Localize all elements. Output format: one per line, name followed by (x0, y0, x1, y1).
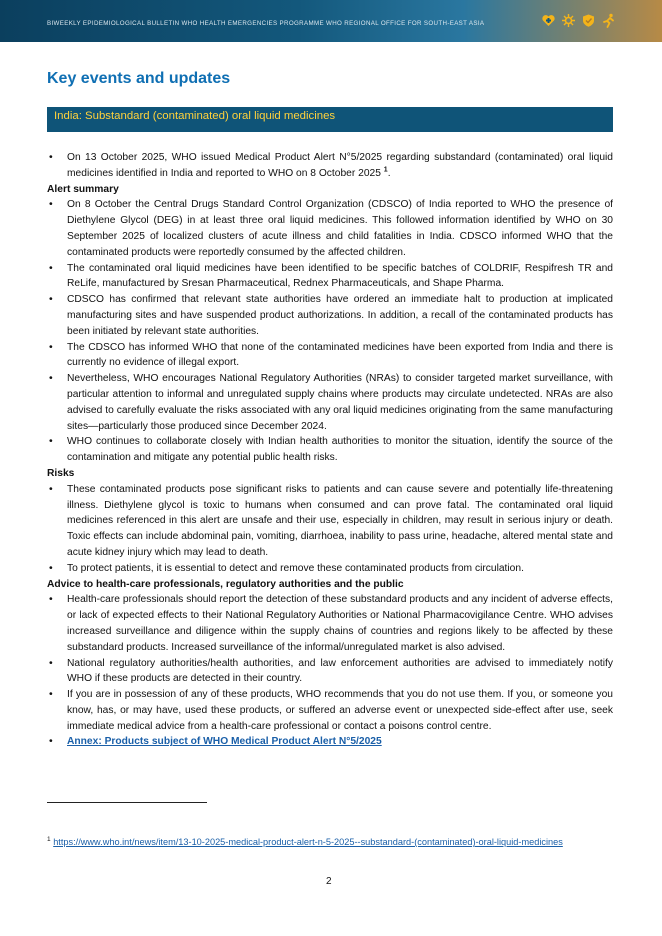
list-item: • Health-care professionals should report the detection of these substandard products and any incident of adverse effects, or lack of expected effects to their National Regulatory Authorities or National Pharmacovigilance Centre. WHO advises increased surveillance and diligence within the supply chains of countries and regions likely to be affected by these substandard products. Increased surveillance of the informal/unregulated market is also advised. (47, 592, 613, 655)
footnote-ref[interactable]: 1 (383, 166, 388, 174)
list-item: • These contaminated products pose significant risks to patients and can cause severe and potentially life-threatening illness. Diethylene glycol is toxic to humans when consumed and can prove fatal. The contaminated oral liquid medicines referenced in this alert are unsafe and their use, especially in children, may result in serious injury or death. Toxic effects can include abdominal pain, vomiting, diarrhoea, inability to pass urine, headache, altered mental state and acute kidney injury which may lead to death. (47, 482, 613, 561)
footnote-link[interactable]: https://www.who.int/news/item/13-10-2025-medical-product-alert-n-5-2025--substandard-(contaminated)-oral-liquid-medicines (53, 837, 563, 847)
banner-icon-group (541, 13, 616, 28)
shield-icon (581, 13, 596, 28)
list-item: • If you are in possession of any of these products, WHO recommends that you do not use them. If you, or someone you know, has, or may have, used these products, or suffered an adverse event or unexpected side-effect after use, seek immediate medical advice from a health-care professional or contact a poisons control centre. (47, 687, 613, 734)
list-item: • To protect patients, it is essential to detect and remove these contaminated products from circulation. (47, 561, 613, 577)
list-item: • National regulatory authorities/health authorities, and law enforcement authorities are advised to immediately notify WHO if these products are detected in their country. (47, 656, 613, 688)
risks-heading: Risks (47, 467, 75, 479)
banner-title: BIWEEKLY EPIDEMIOLOGICAL BULLETIN WHO HEALTH EMERGENCIES PROGRAMME WHO REGIONAL OFFICE FOR SOUTH-EAST ASIA (47, 20, 485, 27)
heart-plus-icon (541, 13, 556, 28)
list-item: • WHO continues to collaborate closely with Indian health authorities to monitor the situation, identify the source of the contamination and mitigate any potential public health risks. (47, 434, 613, 466)
section-title-bar (47, 107, 613, 132)
risks-list (47, 482, 613, 577)
list-item (47, 734, 613, 750)
page-title: Key events and updates (47, 70, 231, 87)
list-item: • CDSCO has confirmed that relevant state authorities have ordered an immediate halt to production at implicated manufacturing sites and have suspended product authorizations. In addition, a recall of the contaminated products has been initiated by relevant state authorities. (47, 292, 613, 339)
list-item: • On 8 October the Central Drugs Standard Control Organization (CDSCO) of India reported to WHO the presence of Diethylene Glycol (DEG) in at least three oral liquid medicines. This followed information identified by WHO on 30 September 2025 of localized clusters of acute illness and child fatalities in India. CDSCO informed WHO that the contaminated products were reportedly consumed by the affected children. (47, 197, 613, 260)
list-item: • On 13 October 2025, WHO issued Medical Product Alert N°5/2025 regarding substandard (contaminated) oral liquid medicines identified in India and reported to WHO on 8 October 2025 $^1$. (47, 150, 613, 182)
footnote-marker: 1 (47, 835, 51, 843)
footnote (47, 835, 613, 849)
runner-icon (601, 13, 616, 28)
virus-icon (561, 13, 576, 28)
list-item: • The CDSCO has informed WHO that none of the contaminated medicines have been exported from India and there is currently no evidence of illegal export. (47, 340, 613, 372)
main-content (47, 150, 613, 750)
intro-list (47, 150, 613, 182)
list-item: • Nevertheless, WHO encourages National Regulatory Authorities (NRAs) to consider targeted market surveillance, with particular attention to informal and unregulated supply chains where products may circulate undetected. NRAs are also advised to carefully evaluate the risks associated with any oral liquid medicines originating from the same manufacturing sites—particularly those produced since December 2024. (47, 371, 613, 434)
section-title: India: Substandard (contaminated) oral liquid medicines (54, 110, 336, 122)
footnote-divider (47, 802, 207, 803)
header-banner (0, 0, 662, 42)
advice-heading: Advice to health-care professionals, regulatory authorities and the public (47, 578, 404, 590)
advice-list (47, 592, 613, 750)
alert-summary-heading: Alert summary (47, 183, 119, 195)
annex-link[interactable]: Annex: Products subject of WHO Medical Product Alert N°5/2025 (67, 736, 382, 748)
list-item: • The contaminated oral liquid medicines have been identified to be specific batches of COLDRIF, Respifresh TR and ReLife, manufactured by Sresan Pharmaceutical, Rednex Pharmaceuticals, and Shape Pharma. (47, 261, 613, 293)
page-number: 2 (326, 876, 332, 887)
alert-summary-list (47, 197, 613, 466)
